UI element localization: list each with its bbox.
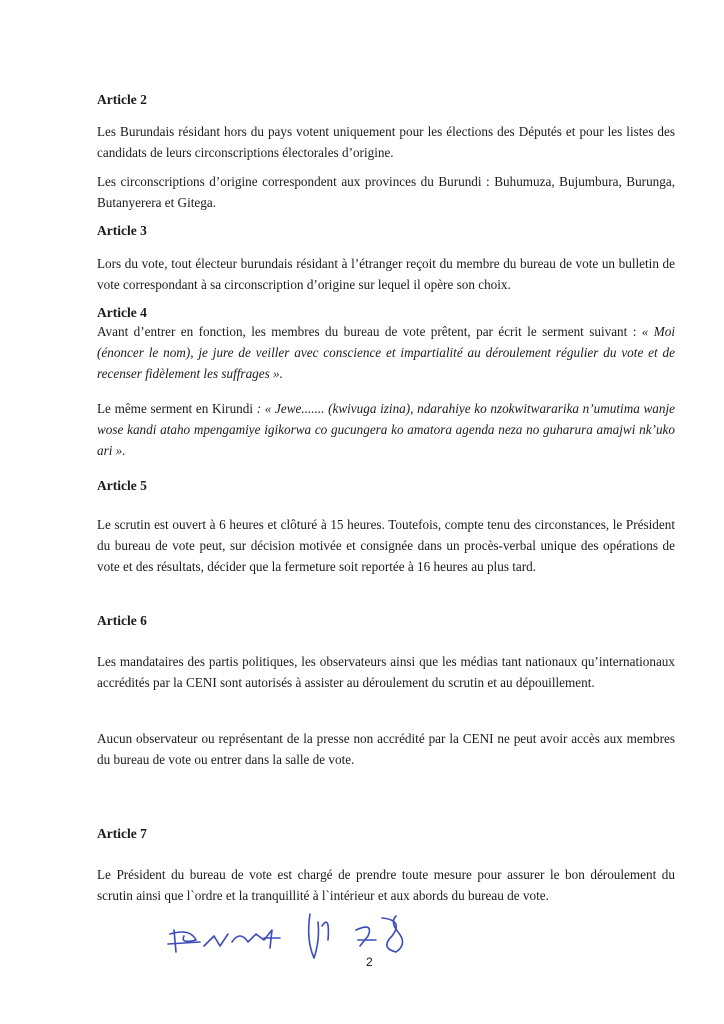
article-6-paragraph-1: Les mandataires des partis politiques, les observateurs ainsi que les médias tant nationaux qu’internationaux accrédités par la CENI sont autorisés à assister au déroulement du scrutin et au dépouillement.: [97, 654, 675, 690]
initial-mark-4: [356, 916, 403, 952]
initials-signatures: [160, 900, 420, 970]
initial-mark-3: [309, 914, 329, 958]
article-4-heading: Article 4: [97, 305, 147, 320]
article-4-oath-block: [97, 321, 675, 384]
article-5-heading: Article 5: [97, 478, 147, 493]
article-6-heading: Article 6: [97, 613, 147, 628]
article-3-heading: Article 3: [97, 223, 147, 238]
article-4-kirundi-block: [97, 398, 675, 461]
article-2-paragraph-2: Les circonscriptions d’origine correspondent aux provinces du Burundi : Buhumuza, Bujumbura, Burunga, Butanyerera et Gitega.: [97, 174, 675, 210]
article-7-paragraph-1: Le Président du bureau de vote est chargé de prendre toute mesure pour assurer le bon déroulement du scrutin ainsi que l`ordre et la tranquillité à l`intérieur et aux abords du bureau de vote.: [97, 867, 675, 903]
initial-mark-2: [204, 930, 280, 948]
article-2-paragraph-1: Les Burundais résidant hors du pays votent uniquement pour les élections des Députés et pour les listes des candidats de leurs circonscriptions électorales d’origine.: [97, 124, 675, 160]
article-2-heading: Article 2: [97, 92, 147, 107]
article-4-oath-french: « Moi (énoncer le nom), je jure de veiller avec conscience et impartialité au déroulement régulier du vote et de recenser fidèlement les suffrages ».: [97, 324, 676, 381]
article-6-paragraph-2: Aucun observateur ou représentant de la presse non accrédité par la CENI ne peut avoir accès aux membres du bureau de vote ou entrer dans la salle de vote.: [97, 731, 675, 767]
initial-mark-1: [168, 930, 200, 952]
article-3-paragraph-1: Lors du vote, tout électeur burundais résidant à l’étranger reçoit du membre du bureau de vote un bulletin de vote correspondant à sa circonscription d’origine sur lequel il opère son choix.: [97, 256, 675, 292]
article-4-intro: Avant d’entrer en fonction, les membres du bureau de vote prêtent, par écrit le serment suivant :: [97, 324, 637, 339]
article-7-heading: Article 7: [97, 826, 147, 841]
article-4-oath-kirundi: : « Jewe....... (kwivuga izina), ndarahiye ko nzokwitwararika n’umutima wanje wose kandi ataho mpengamiye igikorwa co gucungera ko amatora agenda neza no guharura amajwi nk’uko ari ».: [97, 401, 675, 458]
article-5-paragraph-1: Le scrutin est ouvert à 6 heures et clôturé à 15 heures. Toutefois, compte tenu des circonstances, le Président du bureau de vote peut, sur décision motivée et consignée dans un procès-verbal unique des opérations de vote et des résultats, décider que la fermeture soit reportée à 16 heures au plus tard.: [97, 517, 675, 574]
page-number: 2: [366, 955, 373, 969]
article-4-kirundi-intro: Le même serment en Kirundi: [97, 401, 254, 416]
